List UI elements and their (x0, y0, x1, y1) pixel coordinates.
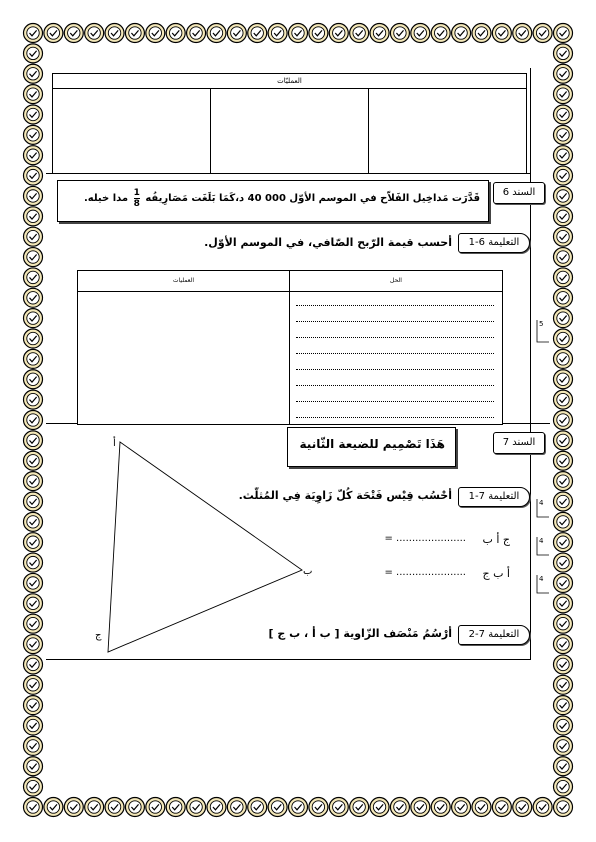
ring-check-icon (24, 248, 43, 267)
ring-check-icon (554, 268, 573, 287)
ring-check-icon (248, 798, 267, 817)
ring-check-icon (350, 24, 369, 43)
ring-check-icon (187, 798, 206, 817)
ring-check-icon (554, 349, 573, 368)
ring-check-icon (24, 696, 43, 715)
angle2-blank: = ...................... (384, 567, 466, 578)
ring-check-icon (146, 798, 165, 817)
score-mark-7-2: 4 (539, 537, 544, 545)
ring-check-icon (554, 553, 573, 572)
section6-statement-box (57, 180, 489, 222)
ring-check-icon (554, 777, 573, 796)
ring-check-icon (554, 757, 573, 776)
ring-check-icon (24, 736, 43, 755)
ring-check-icon (411, 798, 430, 817)
score-bracket (536, 318, 550, 344)
statement-text-2: مدا خيله. (83, 193, 129, 204)
ring-check-icon (24, 614, 43, 633)
sanad6-label: السند 6 (493, 182, 545, 204)
ring-check-icon (24, 186, 43, 205)
ring-check-icon (554, 44, 573, 63)
ring-check-icon (431, 798, 450, 817)
header-solution: الحل (390, 277, 402, 284)
ring-check-icon (24, 798, 43, 817)
ring-check-icon (554, 207, 573, 226)
ring-check-icon (472, 24, 491, 43)
ring-check-icon (554, 451, 573, 470)
ring-check-icon (105, 24, 124, 43)
solution-table-header (78, 271, 502, 292)
ring-check-icon (554, 533, 573, 552)
ring-check-icon (554, 512, 573, 531)
section-separator (46, 173, 530, 174)
ring-check-icon (207, 798, 226, 817)
ring-check-icon (125, 24, 144, 43)
header-operations: العمليات (172, 277, 195, 284)
table-column-divider (368, 89, 369, 173)
ring-check-icon (554, 370, 573, 389)
ring-check-icon (268, 798, 287, 817)
ring-check-icon (207, 24, 226, 43)
ring-check-icon (350, 798, 369, 817)
section7-sanad-text: هَذَا تَصْمِيم للضيعة الثّانية (299, 437, 445, 451)
instruction6-1-text: أحسب قيمة الرّبح الصّافي، في الموسم الأوّل. (204, 236, 452, 249)
ring-check-icon (24, 472, 43, 491)
ring-check-icon (554, 736, 573, 755)
ring-check-icon (472, 798, 491, 817)
ring-check-icon (554, 288, 573, 307)
triangle-diagram (80, 430, 313, 655)
fraction-denominator: 8 (133, 198, 140, 209)
ring-check-icon (554, 248, 573, 267)
ring-check-icon (24, 492, 43, 511)
margin-line (530, 68, 531, 660)
ring-check-icon (554, 186, 573, 205)
ring-check-icon (24, 125, 43, 144)
ring-check-icon (24, 207, 43, 226)
section6-statement (84, 187, 480, 211)
ring-check-icon (452, 798, 471, 817)
ring-check-icon (554, 431, 573, 450)
ring-check-icon (24, 64, 43, 83)
ring-check-icon (513, 24, 532, 43)
ring-check-icon (24, 533, 43, 552)
ring-check-icon (289, 24, 308, 43)
ring-check-icon (554, 411, 573, 430)
ring-check-icon (329, 798, 348, 817)
ring-check-icon (24, 451, 43, 470)
score-mark-7-1: 4 (539, 499, 544, 507)
ring-check-icon (24, 370, 43, 389)
ring-check-icon (533, 24, 552, 43)
table-column-divider (210, 89, 211, 173)
operations-table-header: العمليّات (53, 74, 526, 89)
table-column-divider (289, 271, 290, 424)
ring-check-icon (24, 329, 43, 348)
ring-check-icon (309, 24, 328, 43)
ring-check-icon (554, 655, 573, 674)
instruction7-1-label: التعليمة 7-1 (458, 487, 530, 507)
section-separator (46, 659, 530, 660)
solution-table (77, 270, 503, 425)
fraction (134, 188, 140, 209)
ring-check-icon (554, 675, 573, 694)
sanad7-label: السند 7 (493, 432, 545, 454)
ring-check-icon (24, 675, 43, 694)
instruction7-1-text: أحْسُب قِيْس فَتْحَة كُلّ زَاوِيَة فِي المُثلّث. (238, 489, 452, 502)
ring-check-icon (166, 24, 185, 43)
ring-check-icon (24, 85, 43, 104)
ring-check-icon (44, 24, 63, 43)
ring-check-icon (554, 716, 573, 735)
ring-check-icon (370, 798, 389, 817)
ring-check-icon (24, 105, 43, 124)
angle2-name: أ ب ج (482, 567, 510, 580)
ring-check-icon (492, 798, 511, 817)
score-mark-6: 5 (539, 320, 544, 328)
ring-check-icon (411, 24, 430, 43)
ring-check-icon (64, 24, 83, 43)
ring-check-icon (554, 614, 573, 633)
ring-check-icon (248, 24, 267, 43)
ring-check-icon (24, 757, 43, 776)
ring-check-icon (24, 635, 43, 654)
ring-check-icon (554, 227, 573, 246)
instruction6-1-label: التعليمة 6-1 (458, 233, 530, 253)
ring-check-icon (554, 573, 573, 592)
ring-check-icon (24, 309, 43, 328)
ring-check-icon (44, 798, 63, 817)
vertex-c-label: ج (95, 630, 102, 641)
ring-check-icon (146, 24, 165, 43)
ring-check-icon (24, 349, 43, 368)
score-bracket (536, 497, 550, 601)
ring-check-icon (85, 24, 104, 43)
ring-check-icon (105, 798, 124, 817)
ring-check-icon (24, 146, 43, 165)
ring-check-icon (492, 24, 511, 43)
ring-check-icon (289, 798, 308, 817)
ring-check-icon (24, 411, 43, 430)
ring-check-icon (554, 472, 573, 491)
ring-check-icon (370, 24, 389, 43)
ring-check-icon (309, 798, 328, 817)
instruction7-2-text: أرْسُمُ مَنْصَف الزّاوية [ ب أ ، ب ج ] (268, 627, 452, 640)
ring-check-icon (24, 553, 43, 572)
ring-check-icon (24, 777, 43, 796)
ring-check-icon (554, 105, 573, 124)
vertex-a-label: أ (113, 438, 116, 449)
ring-check-icon (24, 166, 43, 185)
ring-check-icon (187, 24, 206, 43)
ring-check-icon (227, 798, 246, 817)
ring-check-icon (554, 309, 573, 328)
ring-check-icon (24, 573, 43, 592)
ring-check-icon (533, 798, 552, 817)
ring-check-icon (431, 24, 450, 43)
ring-check-icon (554, 125, 573, 144)
ring-check-icon (166, 798, 185, 817)
ring-check-icon (513, 798, 532, 817)
vertex-b-label: ب (303, 566, 313, 577)
ring-check-icon (24, 512, 43, 531)
ring-check-icon (452, 24, 471, 43)
ring-check-icon (24, 390, 43, 409)
ring-check-icon (24, 594, 43, 613)
ring-check-icon (24, 227, 43, 246)
ring-check-icon (554, 594, 573, 613)
score-mark-7-3: 4 (539, 575, 544, 583)
ring-check-icon (554, 64, 573, 83)
operations-table-top (52, 73, 527, 174)
ring-check-icon (24, 44, 43, 63)
ring-check-icon (554, 166, 573, 185)
ring-check-icon (554, 492, 573, 511)
ring-check-icon (554, 390, 573, 409)
ring-check-icon (268, 24, 287, 43)
ring-check-icon (24, 655, 43, 674)
ring-check-icon (554, 798, 573, 817)
ring-check-icon (554, 635, 573, 654)
instruction7-2-label: التعليمة 7-2 (458, 625, 530, 645)
ring-check-icon (85, 798, 104, 817)
ring-check-icon (554, 146, 573, 165)
ring-check-icon (24, 24, 43, 43)
ring-check-icon (329, 24, 348, 43)
ring-check-icon (390, 798, 409, 817)
ring-check-icon (554, 24, 573, 43)
ring-check-icon (390, 24, 409, 43)
statement-text-1: قَدَّرَت مَداخِيل الفَلاّح في الموسم الأوّل 000 40 د،كَمَا بَلَغَت مَصَارِيفُه (145, 193, 480, 204)
ring-check-icon (554, 85, 573, 104)
ring-check-icon (125, 798, 144, 817)
ring-check-icon (554, 696, 573, 715)
section7-sanad-box (287, 427, 456, 467)
ring-check-icon (64, 798, 83, 817)
ring-check-icon (24, 288, 43, 307)
ring-check-icon (554, 329, 573, 348)
ring-check-icon (24, 716, 43, 735)
ring-check-icon (24, 431, 43, 450)
ring-check-icon (227, 24, 246, 43)
ring-check-icon (24, 268, 43, 287)
angle1-name: ج أ ب (482, 533, 510, 546)
angle1-blank: = ...................... (384, 533, 466, 544)
fraction-numerator: 1 (133, 187, 140, 198)
triangle-shape (108, 442, 302, 652)
